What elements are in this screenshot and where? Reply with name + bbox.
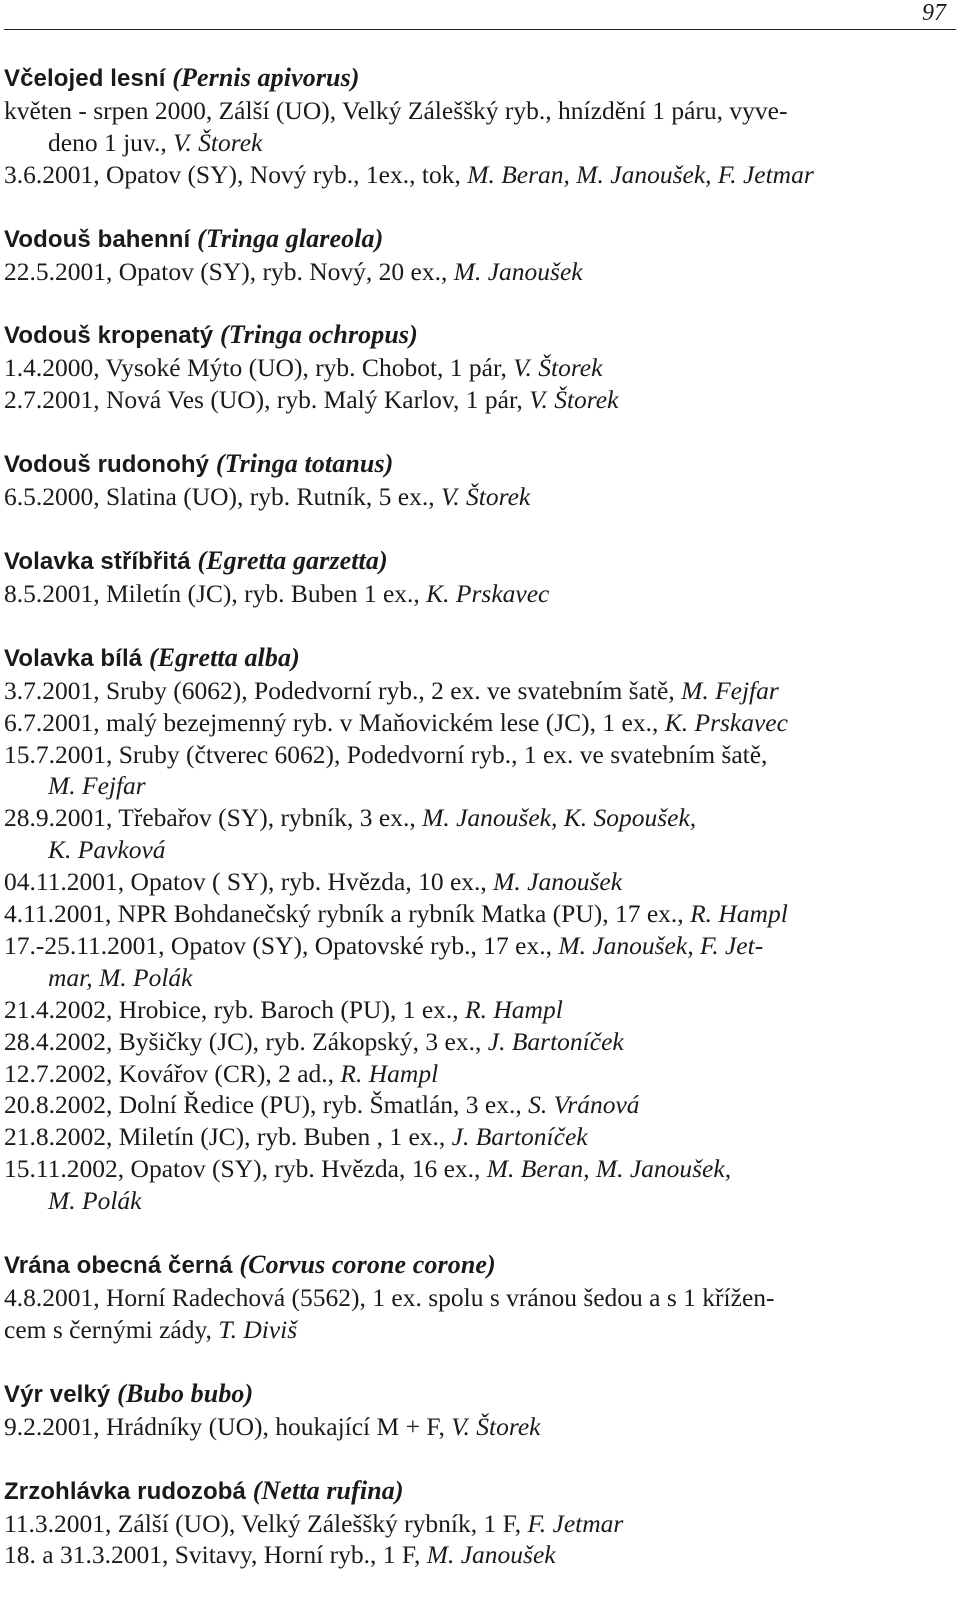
record-line: [4, 994, 944, 1026]
species-latin-name: (Bubo bubo): [117, 1378, 254, 1408]
record-observer: T. Diviš: [218, 1314, 298, 1344]
record-line: [4, 481, 944, 513]
record-line: [4, 1411, 944, 1443]
record-line: [4, 707, 944, 739]
record-text: 15.11.2002, Opatov (SY), ryb. Hvězda, 16 ex.,: [4, 1154, 487, 1184]
record-text: 12.7.2002, Kovářov (CR), 2 ad.,: [4, 1058, 341, 1088]
record-line: [4, 1185, 944, 1217]
record-text: 6.7.2001, malý bezejmenný ryb. v Maňovickém lese (JC), 1 ex.,: [4, 707, 665, 737]
species-czech-name: Volavka bílá: [4, 644, 143, 672]
record-observer: M. Fejfar: [681, 675, 779, 705]
species-entry: [4, 62, 944, 191]
species-entry: [4, 448, 944, 513]
species-entry: [4, 223, 944, 288]
record-line: [4, 739, 944, 771]
record-line: [4, 1153, 944, 1185]
species-latin-name: (Tringa totanus): [215, 449, 394, 479]
species-czech-name: Vrána obecná černá: [4, 1252, 233, 1280]
record-text: 3.7.2001, Sruby (6062), Podedvorní ryb., 2 ex. ve svatebním šatě,: [4, 675, 682, 705]
record-line: [4, 384, 944, 416]
record-text: 21.8.2002, Miletín (JC), ryb. Buben , 1 ex.,: [4, 1122, 452, 1152]
record-text: květen - srpen 2000, Zálší (UO), Velký Záleššký ryb., hnízdění 1 páru, vyve-: [4, 95, 788, 125]
species-czech-name: Vodouš kropenatý: [4, 322, 214, 350]
species-latin-name: (Corvus corone corone): [239, 1250, 496, 1280]
species-latin-name: (Egretta garzetta): [197, 545, 388, 575]
record-line: [4, 1058, 944, 1090]
species-czech-name: Vodouš rudonohý: [4, 451, 210, 479]
record-line: [4, 1121, 944, 1153]
record-observer: M. Polák: [48, 1186, 142, 1216]
record-text: 17.-25.11.2001, Opatov (SY), Opatovské ryb., 17 ex.,: [4, 930, 559, 960]
page-number: 97: [922, 0, 946, 26]
record-line: [4, 1282, 944, 1314]
record-text: 1.4.2000, Vysoké Mýto (UO), ryb. Chobot, 1 pár,: [4, 353, 514, 383]
species-entry: [4, 319, 944, 416]
species-latin-name: (Netta rufina): [252, 1475, 404, 1505]
species-entry: [4, 1249, 944, 1346]
species-latin-name: (Tringa glareola): [197, 223, 384, 253]
record-observer: M. Fejfar: [48, 771, 146, 801]
header-rule: [4, 29, 956, 30]
record-observer: M. Janoušek: [493, 867, 623, 897]
record-text: 15.7.2001, Sruby (čtverec 6062), Podedvorní ryb., 1 ex. ve svatebním šatě,: [4, 739, 768, 769]
record-text: 20.8.2002, Dolní Ředice (PU), ryb. Šmatlán, 3 ex.,: [4, 1090, 529, 1120]
species-title: [4, 642, 944, 675]
record-line: [4, 352, 944, 384]
record-text: 21.4.2002, Hrobice, ryb. Baroch (PU), 1 ex.,: [4, 994, 466, 1024]
record-text: 28.9.2001, Třebařov (SY), rybník, 3 ex.,: [4, 803, 423, 833]
species-czech-name: Výr velký: [4, 1380, 111, 1408]
record-text: 9.2.2001, Hrádníky (UO), houkající M + F,: [4, 1411, 452, 1441]
record-observer: K. Pavková: [48, 835, 166, 865]
record-line: [4, 675, 944, 707]
record-line: [4, 802, 944, 834]
record-line: [4, 834, 944, 866]
record-line: [4, 95, 944, 127]
species-czech-name: Volavka stříbřitá: [4, 547, 191, 575]
record-text: 6.5.2000, Slatina (UO), ryb. Rutník, 5 ex.,: [4, 482, 441, 512]
record-observer: V. Štorek: [173, 127, 263, 157]
species-title: [4, 448, 944, 481]
species-title: [4, 319, 944, 352]
record-observer: R. Hampl: [340, 1058, 439, 1088]
record-observer: R. Hampl: [465, 994, 563, 1024]
record-observer: J. Bartoníček: [451, 1122, 588, 1152]
record-line: [4, 770, 944, 802]
record-text: 3.6.2001, Opatov (SY), Nový ryb., 1ex., tok,: [4, 159, 468, 189]
record-observer: V. Štorek: [441, 482, 531, 512]
record-text: deno 1 juv.,: [48, 127, 174, 157]
species-title: [4, 1378, 944, 1411]
species-entry: [4, 1378, 944, 1443]
record-text: 8.5.2001, Miletín (JC), ryb. Buben 1 ex.,: [4, 578, 427, 608]
record-text: 22.5.2001, Opatov (SY), ryb. Nový, 20 ex.,: [4, 256, 454, 286]
record-text: 18. a 31.3.2001, Svitavy, Horní ryb., 1 F,: [4, 1540, 427, 1570]
species-latin-name: (Egretta alba): [148, 642, 300, 672]
record-text: 4.8.2001, Horní Radechová (5562), 1 ex. spolu s vránou šedou a s 1 křížen-: [4, 1283, 775, 1312]
record-observer: R. Hampl: [690, 899, 788, 929]
species-title: [4, 62, 944, 95]
record-observer: K. Prskavec: [426, 578, 550, 608]
record-text: 11.3.2001, Zálší (UO), Velký Záleššký rybník, 1 F,: [4, 1508, 528, 1538]
record-line: [4, 866, 944, 898]
record-observer: K. Prskavec: [664, 707, 788, 737]
record-observer: M. Janoušek: [453, 256, 583, 286]
record-text: 4.11.2001, NPR Bohdanečský rybník a rybník Matka (PU), 17 ex.,: [4, 899, 691, 929]
species-title: [4, 223, 944, 256]
record-line: [4, 1539, 944, 1571]
record-observer: M. Janoušek, K. Sopoušek,: [422, 803, 697, 833]
species-latin-name: (Pernis apivorus): [172, 63, 360, 92]
record-line: [4, 159, 944, 191]
record-observer: M. Janoušek, F. Jet-: [558, 930, 764, 960]
record-observer: V. Štorek: [451, 1411, 541, 1441]
record-observer: S. Vránová: [528, 1090, 640, 1120]
species-entry: [4, 642, 944, 1217]
record-text: 28.4.2002, Byšičky (JC), ryb. Zákopský, 3 ex.,: [4, 1026, 488, 1056]
species-czech-name: Včelojed lesní: [4, 65, 166, 92]
record-observer: M. Beran, M. Janoušek, F. Jetmar: [467, 159, 814, 189]
record-text: cem s černými zády,: [4, 1314, 219, 1344]
record-text: 04.11.2001, Opatov ( SY), ryb. Hvězda, 10 ex.,: [4, 867, 494, 897]
record-observer: F. Jetmar: [527, 1508, 624, 1538]
record-line: [4, 1089, 944, 1121]
record-observer: M. Beran, M. Janoušek,: [486, 1154, 732, 1184]
species-title: [4, 545, 944, 578]
record-text: 2.7.2001, Nová Ves (UO), ryb. Malý Karlov, 1 pár,: [4, 385, 530, 415]
record-line: [4, 1508, 944, 1540]
species-title: [4, 1475, 944, 1508]
record-line: [4, 1314, 944, 1346]
record-line: [4, 962, 944, 994]
record-observer: M. Janoušek: [426, 1540, 556, 1570]
species-latin-name: (Tringa ochropus): [219, 320, 418, 350]
species-entry: [4, 1475, 944, 1572]
record-line: [4, 578, 944, 610]
record-observer: J. Bartoníček: [487, 1026, 624, 1056]
record-observer: V. Štorek: [513, 353, 603, 383]
record-line: [4, 1026, 944, 1058]
record-line: [4, 127, 944, 159]
record-line: [4, 930, 944, 962]
species-czech-name: Vodouš bahenní: [4, 225, 191, 253]
record-observer: V. Štorek: [529, 385, 619, 415]
species-title: [4, 1249, 944, 1282]
record-line: [4, 898, 944, 930]
species-czech-name: Zrzohlávka rudozobá: [4, 1477, 246, 1505]
species-entry: [4, 545, 944, 610]
record-observer: mar, M. Polák: [48, 962, 193, 992]
species-list: [4, 62, 944, 1571]
record-line: [4, 256, 944, 288]
